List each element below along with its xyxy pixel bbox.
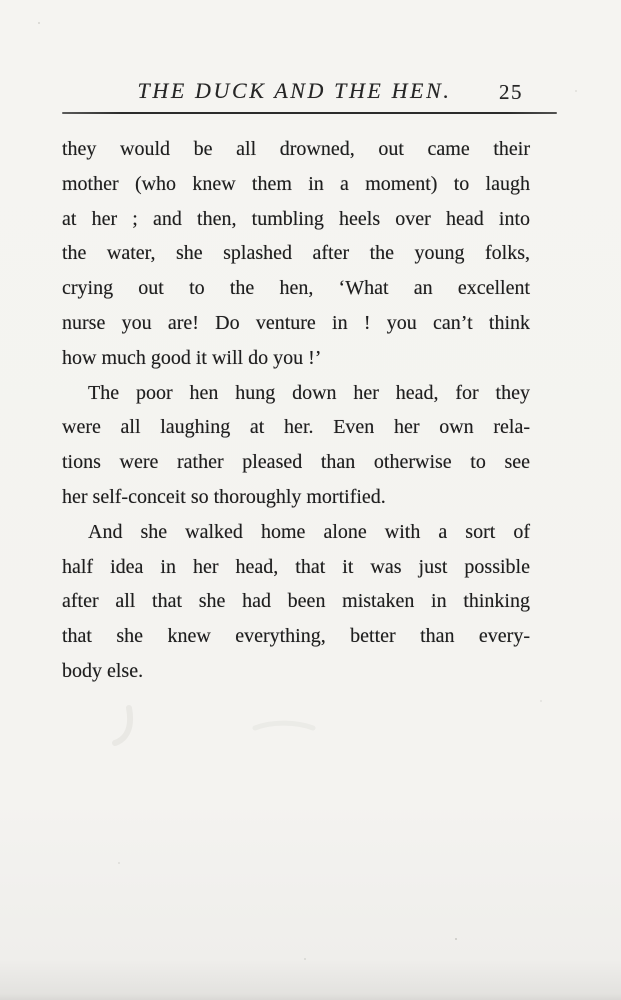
text-line: they would be all drowned, out came their <box>62 138 530 160</box>
text-line: at her ; and then, tumbling heels over head into <box>62 207 530 230</box>
text-line paragraph-start: The poor hen hung down her head, for they <box>88 381 530 404</box>
text-line: tions were rather pleased than otherwise to see <box>62 451 530 474</box>
text-line: half idea in her head, that it was just possible <box>62 555 530 578</box>
page-header <box>62 78 557 106</box>
text-line: her self-conceit so thoroughly mortified. <box>62 485 386 508</box>
running-head-title: THE DUCK AND THE HEN. <box>137 78 452 103</box>
text-line: how much good it will do you !’ <box>62 346 322 369</box>
text-line: body else. <box>62 659 144 682</box>
page-number: 25 <box>499 80 523 104</box>
paper-speck-texture <box>0 0 2 2</box>
text-line: were all laughing at her. Even her own rela- <box>62 416 530 439</box>
text-line: mother (who knew them in a moment) to laugh <box>62 172 530 195</box>
text-line: the water, she splashed after the young folks, <box>62 242 530 265</box>
text-line: crying out to the hen, ‘What an excellent <box>62 277 530 300</box>
text-line: that she knew everything, better than every- <box>62 625 530 648</box>
text-line: nurse you are! Do venture in ! you can’t think <box>62 311 530 334</box>
text-line: after all that she had been mistaken in thinking <box>62 590 530 613</box>
header-rule <box>62 112 557 114</box>
pencil-smudge-mark <box>105 698 365 758</box>
text-line paragraph-start: And she walked home alone with a sort of <box>88 520 530 543</box>
page-body <box>62 132 530 689</box>
